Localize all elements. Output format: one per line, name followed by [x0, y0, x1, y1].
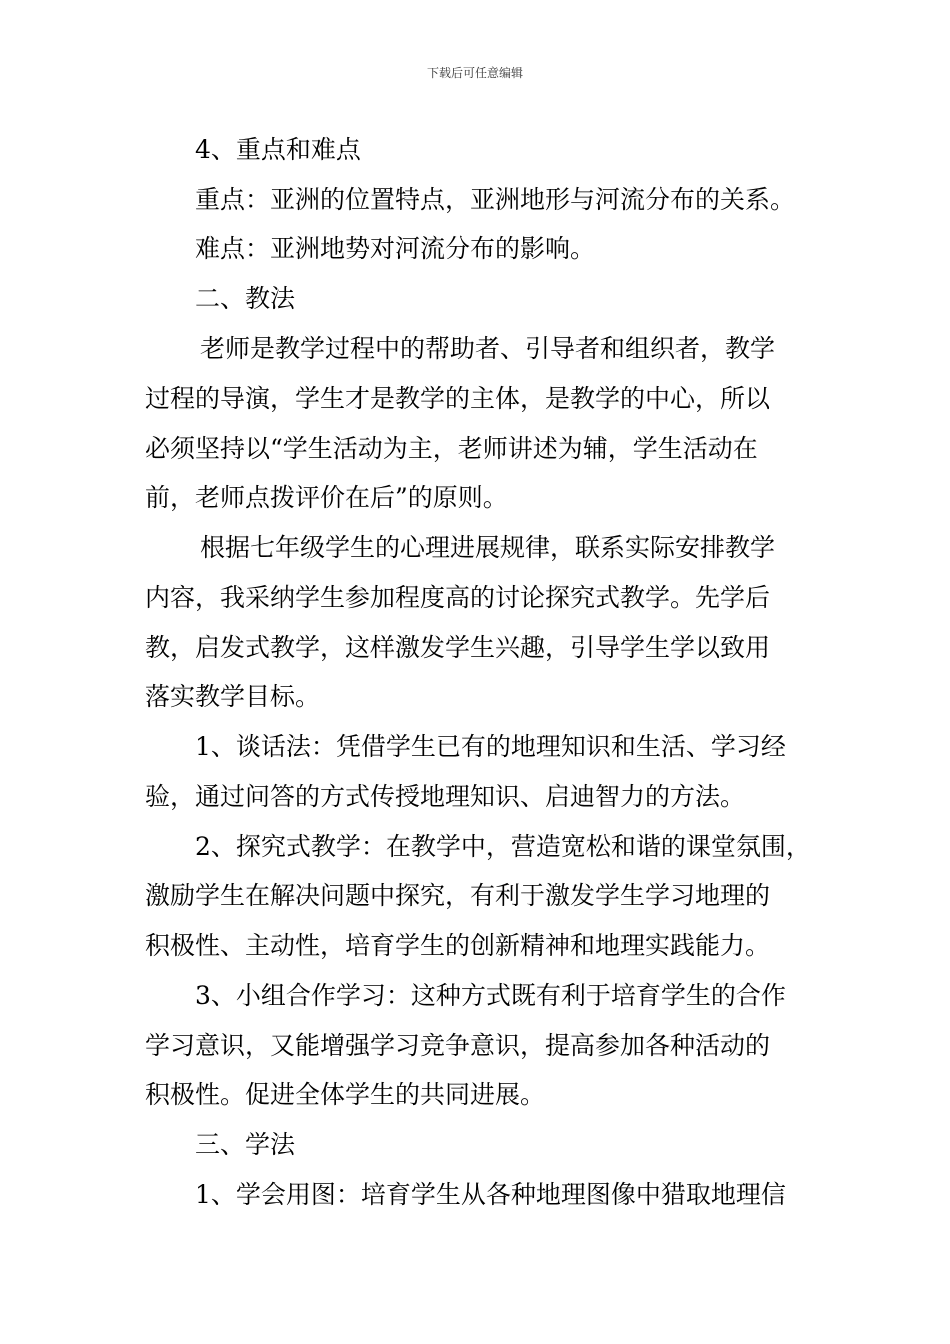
section-heading: 三、学法 — [195, 1130, 296, 1159]
paragraph-line: 老师是教学过程中的帮助者、引导者和组织者，教学 — [200, 334, 776, 363]
paragraph-line: 1、谈话法：凭借学生已有的地理知识和生活、学习经 — [195, 732, 786, 761]
paragraph-line: 验，通过问答的方式传授地理知识、启迪智力的方法。 — [145, 782, 746, 811]
paragraph-line: 根据七年级学生的心理进展规律，联系实际安排教学 — [200, 533, 776, 562]
page-header: 下载后可任意编辑 — [426, 66, 523, 80]
paragraph-line: 3、小组合作学习：这种方式既有利于培育学生的合作 — [195, 981, 786, 1010]
paragraph-line: 积极性、主动性，培育学生的创新精神和地理实践能力。 — [145, 931, 771, 960]
paragraph-line: 重点：亚洲的位置特点，亚洲地形与河流分布的关系。 — [195, 185, 796, 214]
paragraph-line: 落实教学目标。 — [145, 682, 321, 711]
paragraph-line: 难点：亚洲地势对河流分布的影响。 — [195, 234, 596, 263]
paragraph-line: 2、探究式教学：在教学中，营造宽松和谐的课堂氛围， — [195, 832, 811, 861]
paragraph-line: 学习意识，又能增强学习竞争意识，提高参加各种活动的 — [145, 1031, 771, 1060]
paragraph-line: 内容，我采纳学生参加程度高的讨论探究式教学。先学后 — [145, 583, 771, 612]
paragraph-line: 激励学生在解决问题中探究，有利于激发学生学习地理的 — [145, 881, 771, 910]
paragraph-line: 教，启发式教学，这样激发学生兴趣，引导学生学以致用 — [145, 633, 771, 662]
section-heading: 二、教法 — [195, 284, 296, 313]
paragraph-line: 积极性。促进全体学生的共同进展。 — [145, 1080, 546, 1109]
section-heading: 4、重点和难点 — [195, 135, 361, 164]
paragraph-line: 前，老师点拨评价在后”的原则。 — [145, 483, 508, 512]
paragraph-line: 过程的导演，学生才是教学的主体，是教学的中心，所以 — [145, 384, 771, 413]
paragraph-line: 必须坚持以“学生活动为主，老师讲述为辅，学生活动在 — [145, 434, 758, 463]
paragraph-line: 1、学会用图：培育学生从各种地理图像中猎取地理信 — [195, 1180, 786, 1209]
